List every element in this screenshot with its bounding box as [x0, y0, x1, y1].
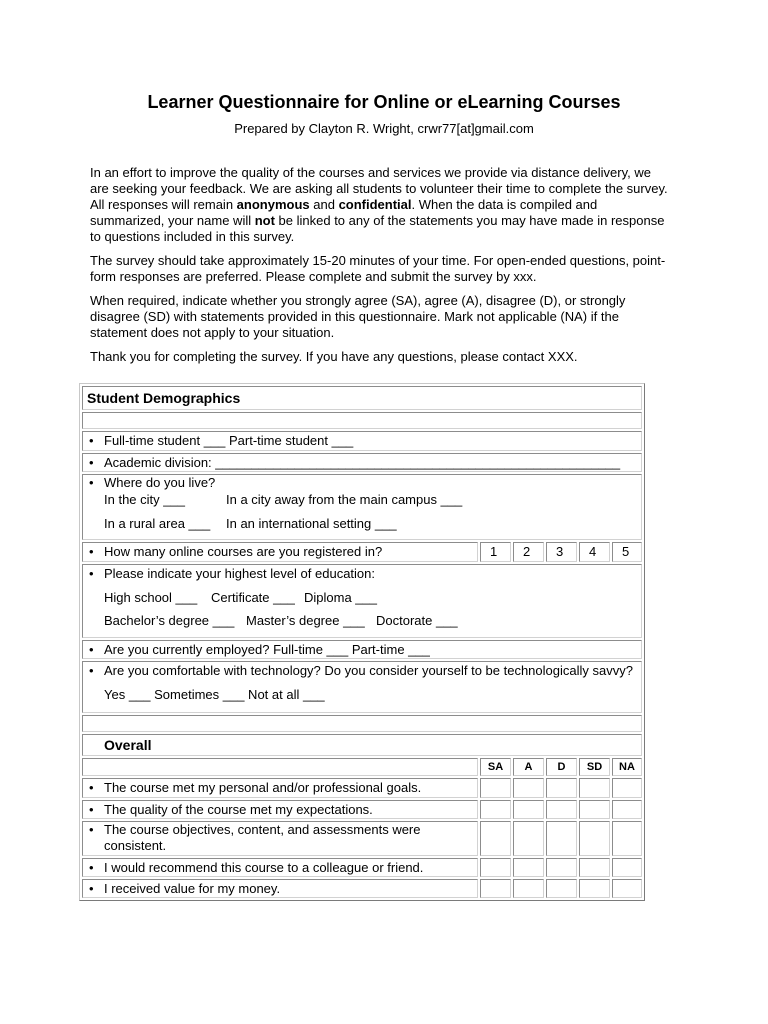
bullet-icon	[89, 881, 104, 897]
response-cell-d	[546, 879, 577, 898]
statement-cell	[82, 778, 478, 798]
response-cell-sd	[579, 879, 610, 898]
response-cell-a	[513, 879, 544, 898]
statement-value: I received value for my money.	[104, 880, 281, 896]
bullet-icon	[89, 566, 104, 582]
response-cell-na	[612, 821, 642, 856]
intro-text: be linked to any of the statements you may have made in response to questions included in this survey.	[90, 213, 665, 244]
intro-text: In an effort to improve the quality of the courses and services we provide via distance delivery, we are seeking your feedback. We are asking all students to volunteer their time to complete the survey. All responses will remain	[90, 165, 668, 212]
question-cell-technology	[82, 661, 642, 713]
response-cell-sd	[579, 800, 610, 819]
bullet-icon	[89, 544, 104, 560]
section-heading-demographics: Student Demographics	[82, 386, 642, 410]
statement-row	[82, 778, 642, 798]
bullet-icon	[89, 822, 104, 838]
response-cell-sd	[579, 821, 610, 856]
response-cell-sa	[480, 800, 511, 819]
question-cell-education	[82, 564, 642, 638]
bullet-icon	[89, 802, 104, 818]
intro-text: and	[309, 197, 339, 212]
section-heading-overall: Overall	[82, 734, 642, 756]
intro-text: . When the data is compiled and summarized, your name will	[90, 197, 598, 228]
intro-paragraph-instructions: When required, indicate whether you strongly agree (SA), agree (A), disagree (D), or strongly disagree (SD) with statements provided in this questionnaire. Mark not applicable (NA) if the statement does not apply to your situation.	[90, 293, 626, 340]
option-line	[104, 492, 637, 508]
response-cell-a	[513, 778, 544, 798]
list-item	[89, 642, 637, 658]
statement-cell	[82, 858, 478, 877]
question-row	[82, 640, 642, 659]
questionnaire-table	[79, 383, 645, 901]
response-cell-a	[513, 800, 544, 819]
bullet-icon	[89, 433, 104, 449]
question-division: Academic division: ________________________________________________________	[104, 454, 621, 470]
response-cell-na	[612, 778, 642, 798]
statement-goals: The course met my personal and/or professional goals.	[104, 780, 422, 795]
spacer-cell	[82, 715, 642, 732]
course-count-option: 5	[612, 542, 642, 562]
option-masters: Master’s degree ___	[246, 613, 365, 628]
scale-header-sd: SD	[579, 758, 610, 776]
question-cell-division	[82, 453, 642, 472]
option-line	[104, 516, 637, 532]
bullet-icon	[89, 780, 104, 796]
statement-recommend: I would recommend this course to a colleague or friend.	[104, 859, 424, 875]
option-diploma: Diploma ___	[304, 590, 377, 605]
option-line	[104, 613, 637, 629]
course-count-option: 2	[513, 542, 544, 562]
scale-header-d: D	[546, 758, 577, 776]
intro-paragraph-duration: The survey should take approximately 15-20 minutes of your time. For open-ended questions, point-form responses are preferred. Please complete and submit the survey by xxx.	[90, 253, 666, 284]
response-cell-sd	[579, 858, 610, 877]
response-cell-a	[513, 821, 544, 856]
response-cell-d	[546, 821, 577, 856]
list-item	[89, 475, 637, 532]
response-cell-sa	[480, 821, 511, 856]
response-cell-sd	[579, 778, 610, 798]
option-international: In an international setting ___	[226, 516, 397, 531]
response-cell-na	[612, 858, 642, 877]
statement-row	[82, 821, 642, 856]
intro-paragraph-privacy	[90, 165, 673, 245]
question-row	[82, 564, 642, 638]
statement-row	[82, 858, 642, 877]
question-technology: Are you comfortable with technology? Do you consider yourself to be technologically savvy? Yes ___ Sometimes ___ Not at all ___	[104, 663, 640, 702]
scale-header-na: NA	[612, 758, 642, 776]
response-cell-d	[546, 858, 577, 877]
question-row	[82, 474, 642, 540]
bullet-icon	[89, 455, 104, 471]
course-count-option: 4	[579, 542, 610, 562]
list-item	[89, 433, 637, 449]
statement-quality: The quality of the course met my expectations.	[104, 801, 373, 817]
scale-header-blank	[82, 758, 478, 776]
scale-header-a: A	[513, 758, 544, 776]
response-cell-na	[612, 800, 642, 819]
question-education-block	[104, 566, 637, 629]
statement-row	[82, 800, 642, 819]
scale-header-sa: SA	[480, 758, 511, 776]
bullet-icon	[89, 860, 104, 876]
emphasis-anonymous: anonymous	[236, 197, 310, 212]
question-row	[82, 542, 642, 562]
intro-section	[90, 165, 673, 373]
question-residence-block	[104, 475, 637, 532]
list-item	[89, 566, 637, 629]
document-title: Learner Questionnaire for Online or eLearning Courses	[147, 92, 621, 112]
question-employment: Are you currently employed? Full-time ___ Part-time ___	[104, 641, 430, 657]
question-courses: How many online courses are you registered in?	[104, 544, 383, 559]
question-enrollment: Full-time student ___ Part-time student ___	[104, 433, 354, 448]
option-certificate: Certificate ___	[211, 590, 295, 605]
option-line	[104, 590, 637, 606]
course-count-option: 3	[546, 542, 577, 562]
option-away-city: In a city away from the main campus ___	[226, 492, 463, 507]
response-cell-sa	[480, 879, 511, 898]
section-header-row	[82, 386, 642, 410]
list-item	[89, 860, 473, 876]
list-item	[89, 802, 473, 818]
statement-consistency: The course objectives, content, and assessments were consistent.	[104, 822, 421, 853]
response-cell-a	[513, 858, 544, 877]
questionnaire-body	[82, 386, 642, 898]
response-cell-sa	[480, 778, 511, 798]
response-cell-d	[546, 778, 577, 798]
course-count-option: 1	[480, 542, 511, 562]
question-cell-employment	[82, 640, 642, 659]
emphasis-not: not	[254, 213, 275, 228]
statement-cell	[82, 879, 478, 898]
option-bachelors: Bachelor’s degree ___	[104, 613, 235, 628]
response-cell-d	[546, 800, 577, 819]
document-byline: Prepared by Clayton R. Wright, crwr77[at]gmail.com	[234, 121, 534, 136]
question-cell-enrollment	[82, 431, 642, 451]
section-header-row	[82, 734, 642, 756]
list-item	[89, 659, 640, 707]
statement-row	[82, 879, 642, 898]
question-residence: Where do you live?	[104, 475, 216, 490]
question-cell-courses	[82, 542, 478, 562]
question-row	[82, 453, 642, 472]
list-item	[89, 822, 473, 854]
list-item	[89, 780, 473, 796]
option-high-school: High school ___	[104, 590, 198, 605]
bullet-icon	[89, 642, 104, 658]
bullet-icon	[89, 475, 104, 491]
list-item	[89, 544, 473, 560]
response-cell-sa	[480, 858, 511, 877]
option-doctorate: Doctorate ___	[376, 613, 458, 628]
question-cell-residence	[82, 474, 642, 540]
question-education: Please indicate your highest level of education:	[104, 566, 376, 581]
question-row	[82, 661, 642, 713]
intro-paragraph-thanks: Thank you for completing the survey. If you have any questions, please contact XXX.	[90, 349, 578, 364]
bullet-icon	[89, 659, 104, 683]
question-row	[82, 431, 642, 451]
statement-cell	[82, 821, 478, 856]
option-city: In the city ___	[104, 492, 185, 507]
list-item	[89, 881, 473, 897]
response-cell-na	[612, 879, 642, 898]
spacer-row	[82, 412, 642, 429]
option-rural: In a rural area ___	[104, 516, 211, 531]
spacer-cell	[82, 412, 642, 429]
statement-cell	[82, 800, 478, 819]
list-item	[89, 455, 637, 471]
scale-header-row	[82, 758, 642, 776]
spacer-row	[82, 715, 642, 732]
emphasis-confidential: confidential	[338, 197, 412, 212]
